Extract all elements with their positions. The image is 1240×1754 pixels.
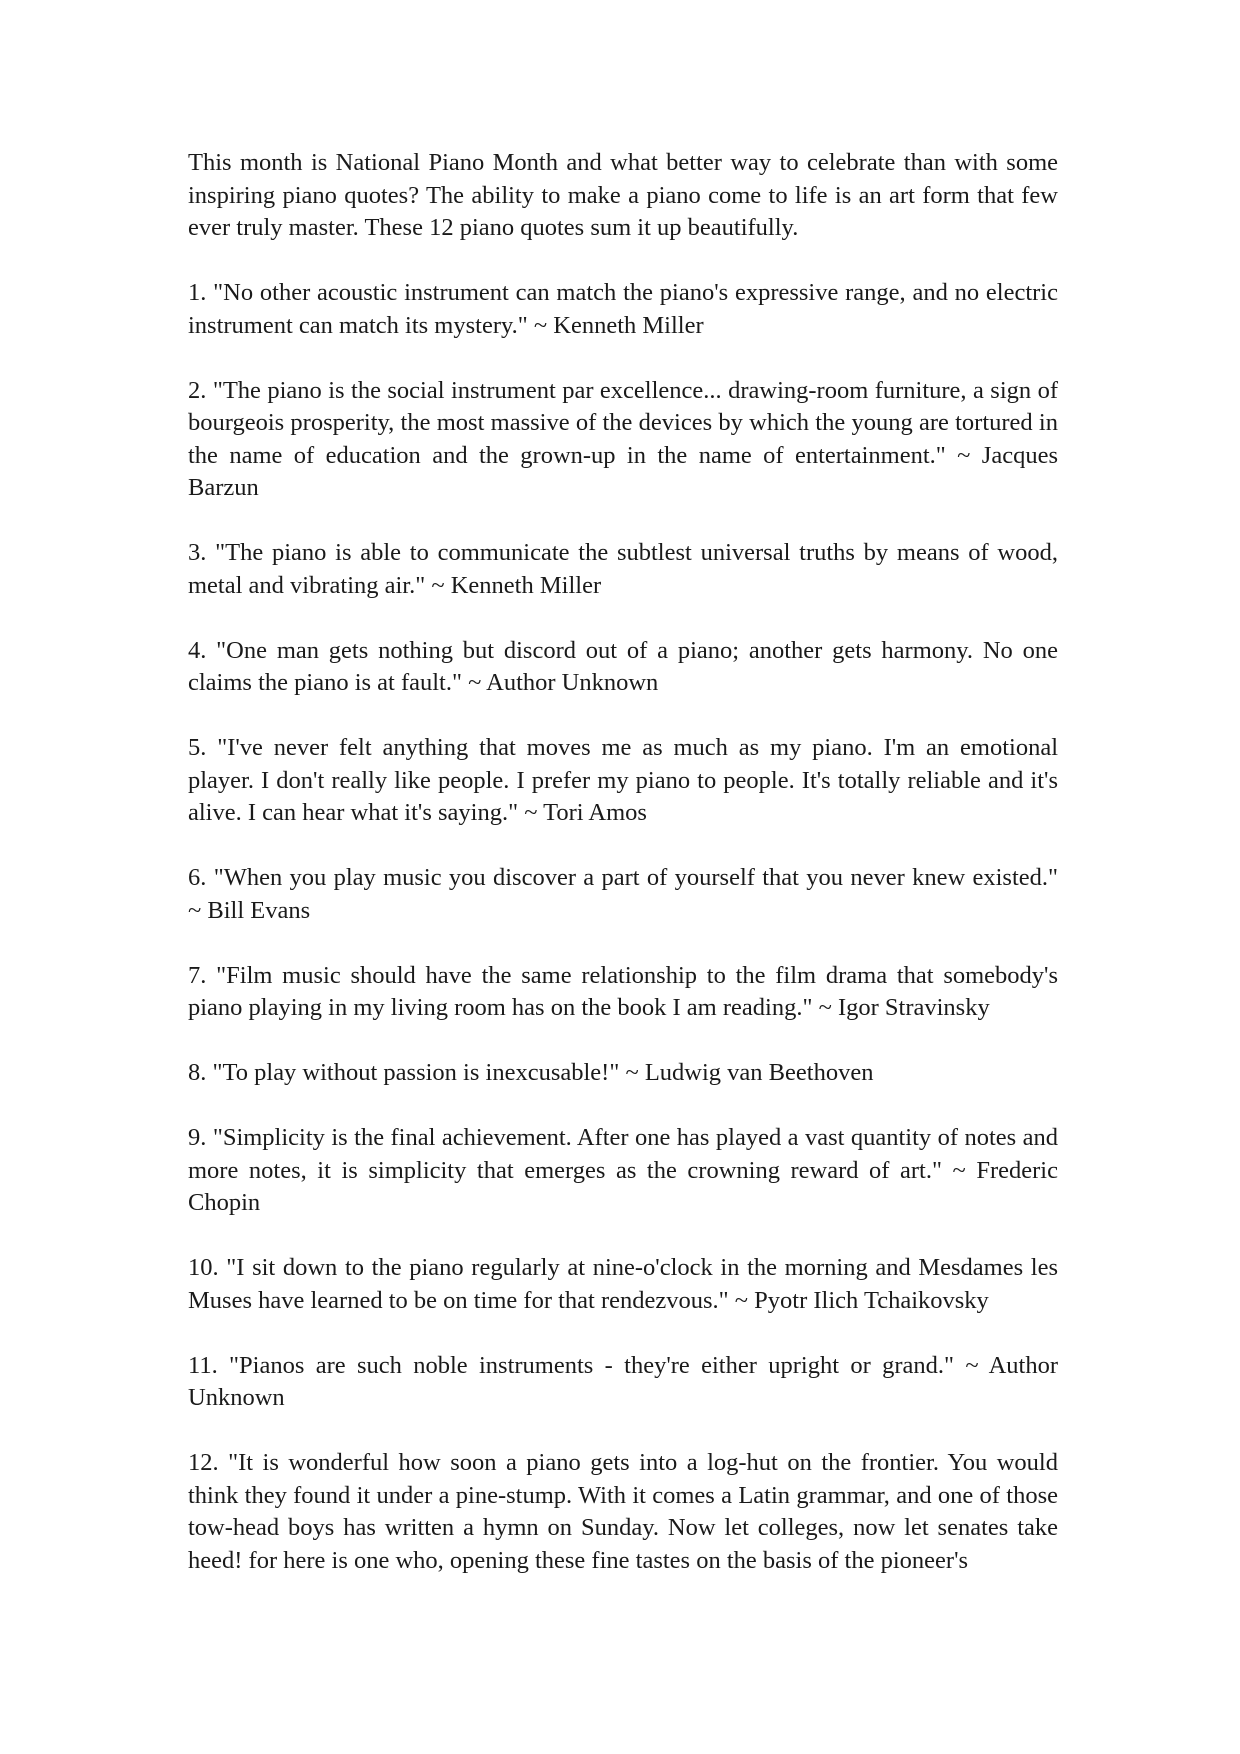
quote-paragraph: 7. "Film music should have the same relationship to the film drama that somebody's piano playing in my living room has on the book I am reading." ~ Igor Stravinsky (188, 961, 1058, 1021)
intro-paragraph: This month is National Piano Month and what better way to celebrate than with some inspiring piano quotes? The ability to make a piano come to life is an art form that few ever truly master. These 12 piano quotes sum it up beautifully. (188, 149, 1058, 241)
document-body (188, 147, 1058, 1577)
quote-paragraph: 4. "One man gets nothing but discord out of a piano; another gets harmony. No one claims the piano is at fault." ~ Author Unknown (188, 636, 1058, 696)
quote-paragraph: 5. "I've never felt anything that moves me as much as my piano. I'm an emotional player. I don't really like people. I prefer my piano to people. It's totally reliable and it's alive. I can hear what it's saying." ~ Tori Amos (188, 734, 1058, 826)
quote-paragraph: 6. "When you play music you discover a part of yourself that you never knew existed." ~ Bill Evans (188, 864, 1058, 924)
quote-paragraph: 8. "To play without passion is inexcusable!" ~ Ludwig van Beethoven (188, 1059, 874, 1086)
quote-paragraph: 12. "It is wonderful how soon a piano gets into a log-hut on the frontier. You would think they found it under a pine-stump. With it comes a Latin grammar, and one of those tow-head boys has written a hymn on Sunday. Now let colleges, now let senates take heed! for here is one who, opening these fine tastes on the basis of the pioneer's (188, 1449, 1058, 1574)
quote-paragraph: 11. "Pianos are such noble instruments - they're either upright or grand." ~ Author Unknown (188, 1351, 1058, 1411)
quote-paragraph: 10. "I sit down to the piano regularly at nine-o'clock in the morning and Mesdames les Muses have learned to be on time for that rendezvous." ~ Pyotr Ilich Tchaikovsky (188, 1254, 1058, 1314)
quote-paragraph: 1. "No other acoustic instrument can match the piano's expressive range, and no electric instrument can match its mystery." ~ Kenneth Miller (188, 279, 1058, 339)
quote-paragraph: 2. "The piano is the social instrument par excellence... drawing-room furniture, a sign of bourgeois prosperity, the most massive of the devices by which the young are tortured in the name of education and the grown-up in the name of entertainment." ~ Jacques Barzun (188, 376, 1058, 501)
quote-paragraph: 9. "Simplicity is the final achievement. After one has played a vast quantity of notes and more notes, it is simplicity that emerges as the crowning reward of art." ~ Frederic Chopin (188, 1124, 1058, 1216)
quote-paragraph: 3. "The piano is able to communicate the subtlest universal truths by means of wood, metal and vibrating air." ~ Kenneth Miller (188, 539, 1058, 599)
